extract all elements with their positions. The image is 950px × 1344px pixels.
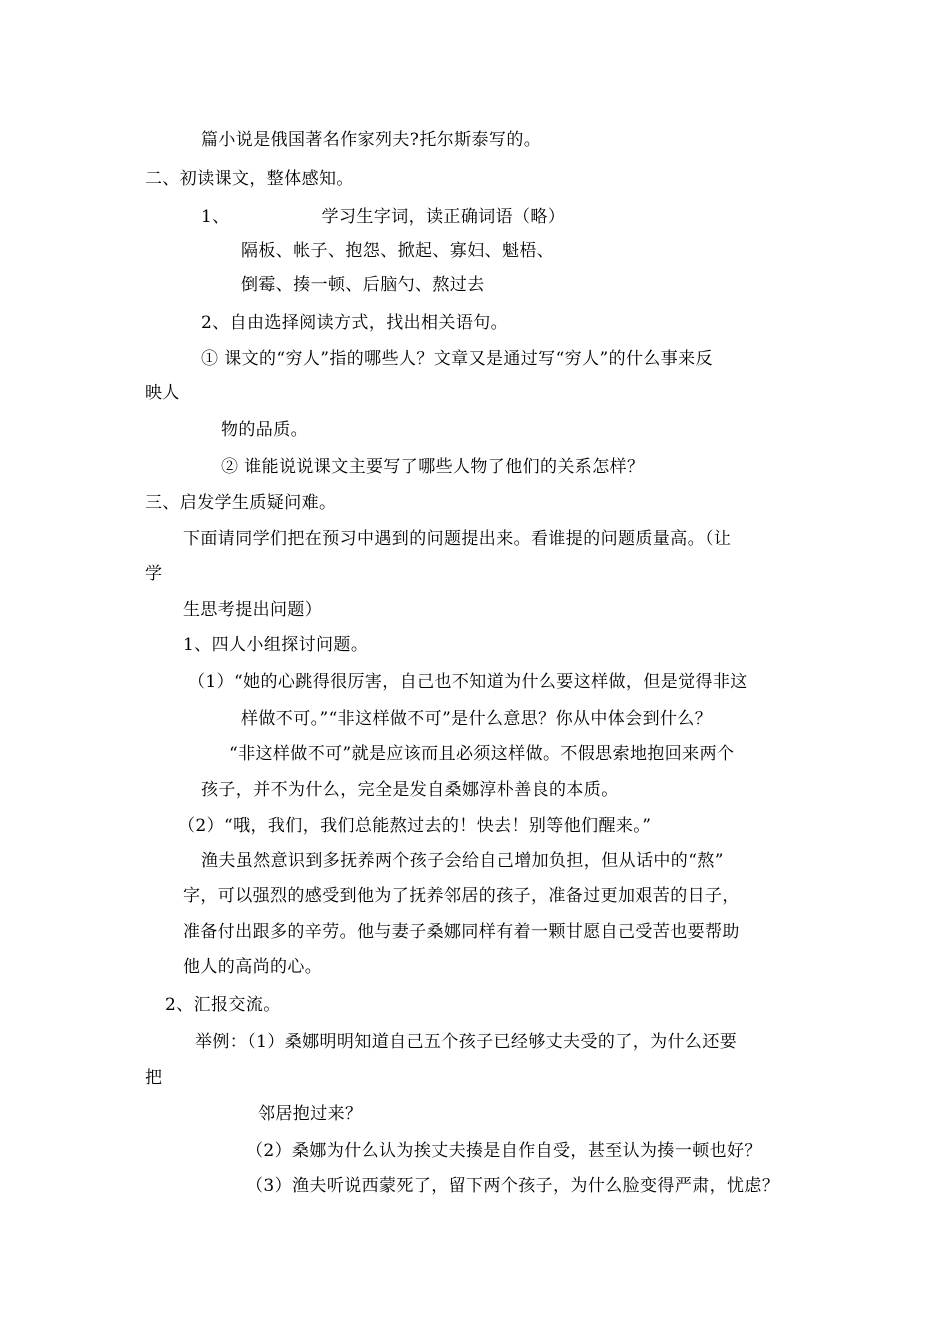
text-line: “非这样做不可”就是应该而且必须这样做。不假思索地抱回来两个 [229,744,735,764]
text-line: 举例：（1）桑娜明明知道自己五个孩子已经够丈夫受的了，为什么还要 [195,1032,738,1052]
question-item: ① 课文的“穷人”指的哪些人？文章又是通过写“穷人”的什么事来反 [201,349,713,369]
text-line: （1）“她的心跳得很厉害，自己也不知道为什么要这样做，但是觉得非这 [188,672,748,692]
text-line: （2）桑娜为什么认为挨丈夫揍是自作自受，甚至认为揍一顿也好？ [246,1141,762,1161]
list-item: 1、四人小组探讨问题。 [183,635,369,655]
text-line: 倒霉、揍一顿、后脑勺、熬过去 [241,275,485,295]
text-line: 渔夫虽然意识到多抚养两个孩子会给自己增加负担，但从话中的“熬” [201,851,724,871]
text-line: 隔板、帐子、抱怨、掀起、寡妇、魁梧、 [241,241,555,261]
list-item: 2、自由选择阅读方式，找出相关语句。 [201,313,509,333]
text-line: （2）“哦，我们，我们总能熬过去的！快去！别等他们醒来。” [178,816,652,836]
text-line: 把 [145,1068,163,1088]
text-line: 篇小说是俄国著名作家列夫?托尔斯泰写的。 [201,130,542,150]
text-line: 样做不可。”“非这样做不可”是什么意思？你从中体会到什么？ [241,709,713,729]
text-line: 映人 [145,383,180,403]
text-line: 字，可以强烈的感受到他为了抚养邻居的孩子，准备过更加艰苦的日子， [183,886,740,906]
list-number: 1、 [201,207,230,227]
section-heading: 三、启发学生质疑问难。 [145,493,337,513]
text-line: 物的品质。 [221,420,308,440]
text-line: 孩子，并不为什么，完全是发自桑娜淳朴善良的本质。 [201,780,619,800]
text-line: 邻居抱过来？ [258,1104,363,1124]
text-line: （3）渔夫听说西蒙死了，留下两个孩子，为什么脸变得严肃，忧虑？ [246,1176,780,1196]
question-item: ② 谁能说说课文主要写了哪些人物了他们的关系怎样？ [221,457,645,477]
text-line: 生思考提出问题） [183,600,323,620]
text-line: 学 [145,564,163,584]
list-text: 学习生字词，读正确词语（略） [321,207,566,227]
list-item [201,205,565,229]
text-line: 准备付出跟多的辛劳。他与妻子桑娜同样有着一颗甘愿自己受苦也要帮助 [183,922,740,942]
section-heading: 二、初读课文，整体感知。 [145,169,354,189]
text-line: 下面请同学们把在预习中遇到的问题提出来。看谁提的问题质量高。（让 [183,529,732,549]
list-item: 2、汇报交流。 [165,995,281,1015]
text-line: 他人的高尚的心。 [183,957,323,977]
